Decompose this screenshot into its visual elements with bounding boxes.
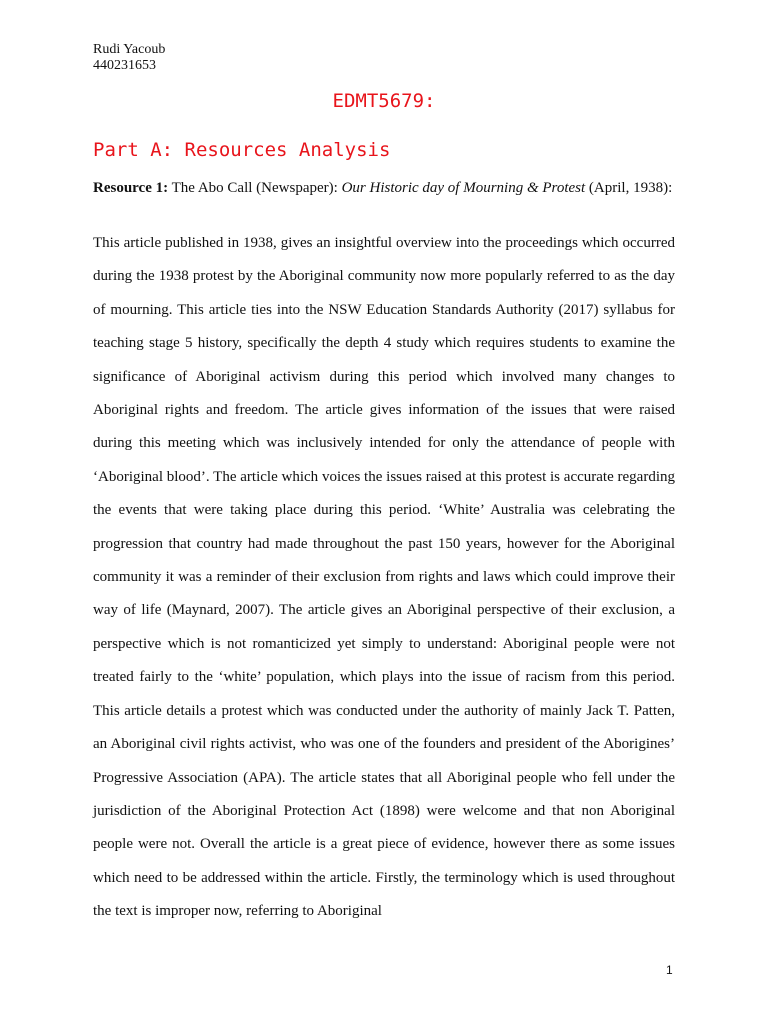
author-name: Rudi Yacoub bbox=[93, 42, 166, 57]
section-heading: Part A: Resources Analysis bbox=[93, 139, 391, 161]
resource-date: (April, 1938): bbox=[585, 180, 673, 196]
student-id: 440231653 bbox=[93, 58, 156, 73]
resource-article-title: Our Historic day of Mourning & Protest bbox=[341, 180, 586, 196]
course-code: EDMT5679: bbox=[332, 90, 436, 112]
author-block bbox=[93, 42, 165, 74]
page-number: 1 bbox=[666, 963, 673, 977]
resource-label: Resource 1: bbox=[93, 180, 169, 196]
body-text: This article published in 1938, gives an insightful overview into the proceedings which occurred during the 1938 protest by the Aboriginal community now more popularly referred to as the day of mourning. This article ties into the NSW Education Standards Authority (2017) syllabus for teaching stage 5 history, specifically the depth 4 study which requires students to examine the significance of Aboriginal activism during this period which involved many changes to Aboriginal rights and freedom. The article gives information of the issues that were raised during this meeting which was inclusively intended for only the attendance of people with ‘Aboriginal blood’. The article which voices the issues raised at this protest is accurate regarding the events that were taking place during this period. ‘White’ Australia was celebrating the progression that country had made throughout the past 150 years, however for the Aboriginal community it was a reminder of their exclusion from rights and laws which could improve their way of life (Maynard, 2007). The article gives an Aboriginal perspective of their exclusion, a perspective which is not romanticized yet simply to understand: Aboriginal people were not treated fairly to the ‘white’ population, which plays into the issue of racism from this period. This article details a protest which was conducted under the authority of mainly Jack T. Patten, an Aboriginal civil rights activist, who was one of the founders and president of the Aborigines’ Progressive Association (APA). The article states that all Aboriginal people who fell under the jurisdiction of the Aboriginal Protection Act (1898) were welcome and that non Aboriginal people were not. Overall the article is a great piece of evidence, however there as some issues which need to be addressed within the article. Firstly, the terminology which is used throughout the text is improper now, referring to Aboriginal bbox=[93, 235, 675, 920]
course-code-title bbox=[0, 89, 768, 113]
resource-source: The Abo Call (Newspaper): bbox=[168, 180, 342, 196]
resource-title bbox=[93, 180, 675, 197]
body-paragraph bbox=[93, 227, 675, 929]
